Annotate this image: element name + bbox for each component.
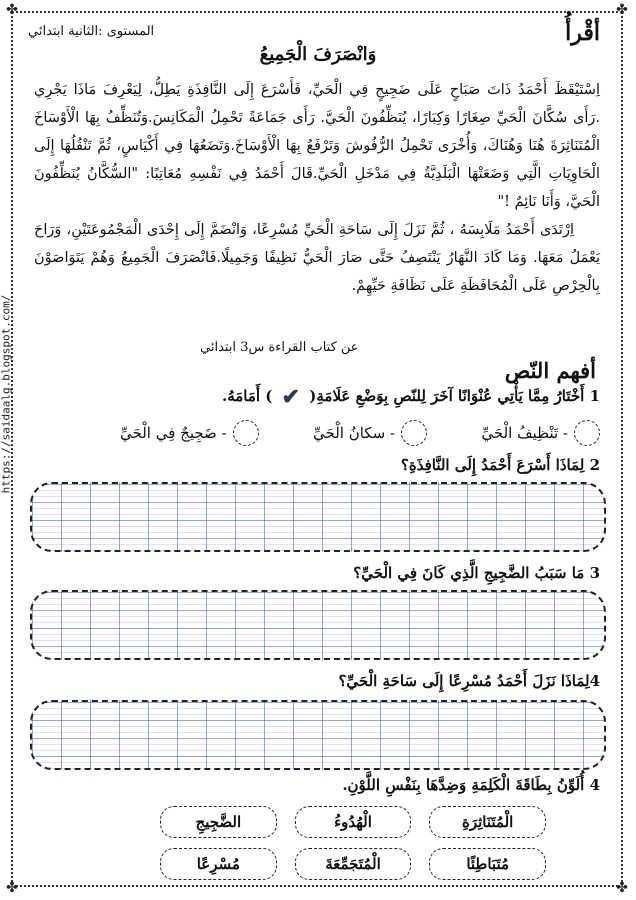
section-title: أفهم النّص: [504, 358, 596, 383]
corner-ornament-icon: ✤: [616, 880, 628, 896]
option-circle[interactable]: [233, 420, 259, 446]
option-item[interactable]: [481, 420, 600, 446]
option-label: - ضَجِيجٌ فِي الْحَيِّ: [120, 424, 227, 442]
answer-box-4[interactable]: [30, 700, 606, 770]
story-title: وَانْصَرَفَ الْجَمِيعُ: [259, 44, 377, 65]
grade-level: المستوى :الثانية ابتدائي: [28, 24, 155, 39]
option-circle[interactable]: [574, 420, 600, 446]
option-circle[interactable]: [401, 420, 427, 446]
side-url-container: [0, 264, 14, 524]
word-card[interactable]: مُسْرِعًا: [160, 848, 277, 880]
word-card[interactable]: مُتَبَاطِئًا: [429, 848, 546, 880]
word-cards: [160, 806, 546, 880]
question-1-text: 1 أَخْتَارُ مِمَّا يَأْتِي عُنْوَانًا آخَرَ لِلنّصِ بِوَضْعِ عَلَامَةِ(: [309, 387, 600, 405]
question-1-options: [120, 418, 600, 448]
story-paragraph: اِسْتَيْقَظَ أَحْمَدُ ذَاتَ صَبَاحٍ عَلَى ضَجِيجٍ فِي الْحَيِّ، فَأَسْرَعَ إِلَى النَّافِذَةِ يَطِلُّ، لِيَعْرِفَ مَاذَا يَجْرِي .رَأَى سُكَّانَ الْحَيِّ صِغَارًا وَكِبَارًا، يُنَظِّفُونَ الْحَيَّ. رَأَى جَمَاعَةً تَحْمِلُ الْمَكَانِسَ.وَتُنَظِّفُ بِهَا الْأَوْسَاخَ الْمُتَنَاثِرَةَ هُنَا وَهُنَاكَ، وَأُخْرَى تَحْمِلُ الرُّفُوشَ وَتَرْفَعُ بِهَا الْأَوْسَاخَ.وَتَضَعُهَا فِي أَكْيَاسٍ، ثُمَّ تَنْقُلُهَا إِلَى الْحَاوِيَاتِ الَّتِي وَضَعَتْهَا الْبَلَدِيَّةُ فِي مَدْخَلِ الْحَيِّ.قَالَ أَحْمَدُ فِي نَفْسِهِ مُعَاتِبًا: "السُّكَّانُ يُنَظِّفُونَ الْحَيَّ، وَأَنَا نَائِمٌ !": [34, 82, 600, 210]
option-label: - سكانُ الْحَيِّ: [313, 424, 395, 442]
side-url: https://saidaalg.blogspot.com/: [0, 294, 13, 494]
option-label: - تَنْظِيفُ الْحَيِّ: [481, 424, 568, 442]
question-3: 3 مَا سَبَبُ الضَّجِيجِ الَّذِي كَانَ فِي الْحَيِّ؟: [353, 564, 600, 582]
page-title: أقْرأُ: [565, 20, 600, 46]
story-source: عن كتاب القراءة س3 ابتدائي: [200, 340, 359, 355]
frame-border-bottom: [16, 885, 618, 887]
corner-ornament-icon: ✤: [616, 2, 628, 18]
story-text: [34, 76, 600, 300]
question-1: [222, 384, 600, 410]
check-mark-icon: ✔: [281, 384, 301, 410]
corner-ornament-icon: ✤: [6, 880, 18, 896]
corner-ornament-icon: ✤: [6, 2, 18, 18]
question-4a: 4لِمَاذَا نَزَلَ أَحْمَدُ مُسْرِعًا إِلَى سَاحَةِ الْحَيِّ؟: [338, 672, 600, 690]
frame-border-top: [16, 11, 618, 13]
word-card[interactable]: الْهُدُوءُ: [295, 806, 412, 838]
word-card[interactable]: الضَّجِيجِ: [160, 806, 277, 838]
frame-border-right: [621, 16, 623, 882]
question-1-text-end: ) أَمَامَهُ.: [221, 387, 273, 405]
answer-box-3[interactable]: [30, 590, 606, 660]
option-item[interactable]: [313, 420, 427, 446]
question-4b: 4 أُلَوِّنُ بِطَاقَةَ الْكَلِمَةِ وَضِدَّهَا بِنَفْسِ اللَّوْنِ.: [342, 776, 600, 794]
word-card[interactable]: الْمُتَجَمِّعَةَ: [295, 848, 412, 880]
question-2: 2 لِمَاذَا أَسْرَعَ أَحْمَدُ إِلَى النَّافِذَةِ؟: [400, 456, 600, 474]
answer-box-2[interactable]: [30, 482, 606, 552]
story-paragraph: اِرْتَدَى أَحْمَدُ مَلَابِسَهُ ، ثُمَّ نَزَلَ إِلَى سَاحَةِ الْحَيِّ مُسْرِعًا، وَانْضَمَّ إِلَى إِحْدَى الْمَجْمُوعَتَيْنِ، وَرَاحَ يَعْمَلُ مَعَهَا. وَمَا كَادَ النَّهَارُ يَنْتَصِفُ حَتَّى صَارَ الْحَيُّ نَظِيفًا وَجَمِيلًا.فَانْصَرَفَ الْجَمِيعُ وَهُمْ يَتَوَاصَوْنَ بِالْحِرْصِ عَلَى الْمُحَافَظَةِ عَلَى نَظَافَةِ حَيِّهِمْ.: [34, 222, 600, 294]
word-card[interactable]: الْمُتَنَاثِرَةِ: [429, 806, 546, 838]
option-item[interactable]: [120, 420, 259, 446]
